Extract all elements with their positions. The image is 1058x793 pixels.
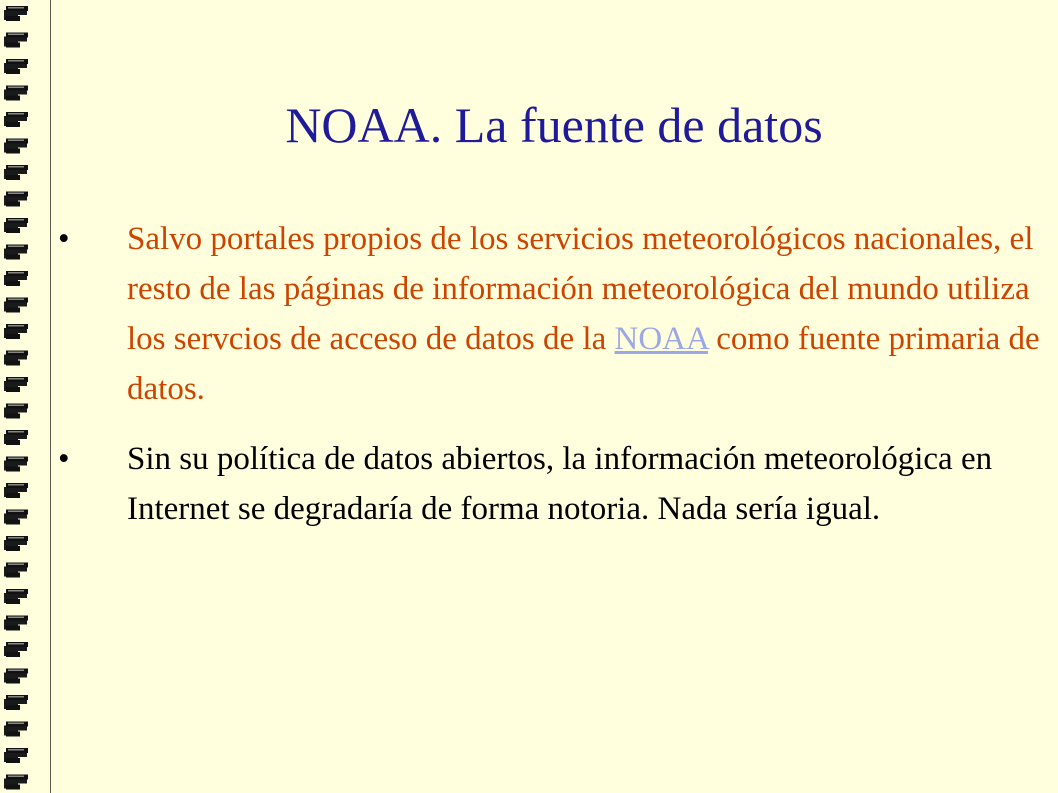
- binding-ring: [4, 86, 28, 101]
- bullet-marker: •: [58, 441, 70, 477]
- binding-ring: [4, 112, 28, 127]
- binding-ring: [4, 298, 28, 313]
- bullet-text: Sin su política de datos abiertos, la información meteorológica en Internet se degradaría de forma notoria. Nada sería igual.: [127, 441, 993, 527]
- bullet-list: [50, 214, 1040, 554]
- binding-ring: [4, 271, 28, 286]
- binding-ring: [4, 59, 28, 74]
- binding-ring: [4, 695, 28, 710]
- binding-ring: [4, 6, 28, 21]
- bullet-marker: •: [58, 221, 70, 257]
- bullet-item: [50, 434, 1040, 534]
- slide-title: NOAA. La fuente de datos: [285, 97, 823, 153]
- binding-ring: [4, 377, 28, 392]
- bullet-text: Salvo portales propios de los servicios meteorológicos nacionales, el resto de las páginas de información meteorológica del mundo utiliza los servcios de acceso de datos de la: [127, 221, 1034, 357]
- binding-ring: [4, 404, 28, 419]
- binding-ring: [4, 139, 28, 154]
- binding-ring: [4, 218, 28, 233]
- spiral-binding: [0, 0, 51, 793]
- binding-ring: [4, 563, 28, 578]
- binding-ring: [4, 589, 28, 604]
- binding-ring: [4, 457, 28, 472]
- binding-ring: [4, 510, 28, 525]
- binding-ring: [4, 245, 28, 260]
- binding-ring: [4, 483, 28, 498]
- spiral-binding-rings: [0, 0, 50, 793]
- binding-ring: [4, 536, 28, 551]
- binding-ring: [4, 748, 28, 763]
- noaa-link[interactable]: NOAA: [614, 321, 709, 357]
- bullet-text-continued: como fuente primaria de datos.: [127, 321, 1040, 407]
- binding-ring: [4, 616, 28, 631]
- binding-ring: [4, 430, 28, 445]
- binding-ring: [4, 165, 28, 180]
- binding-ring: [4, 775, 28, 790]
- bullet-item: [50, 214, 1040, 414]
- binding-ring: [4, 642, 28, 657]
- binding-ring: [4, 722, 28, 737]
- binding-ring: [4, 669, 28, 684]
- binding-ring: [4, 351, 28, 366]
- binding-ring: [4, 192, 28, 207]
- binding-ring: [4, 33, 28, 48]
- binding-ring: [4, 324, 28, 339]
